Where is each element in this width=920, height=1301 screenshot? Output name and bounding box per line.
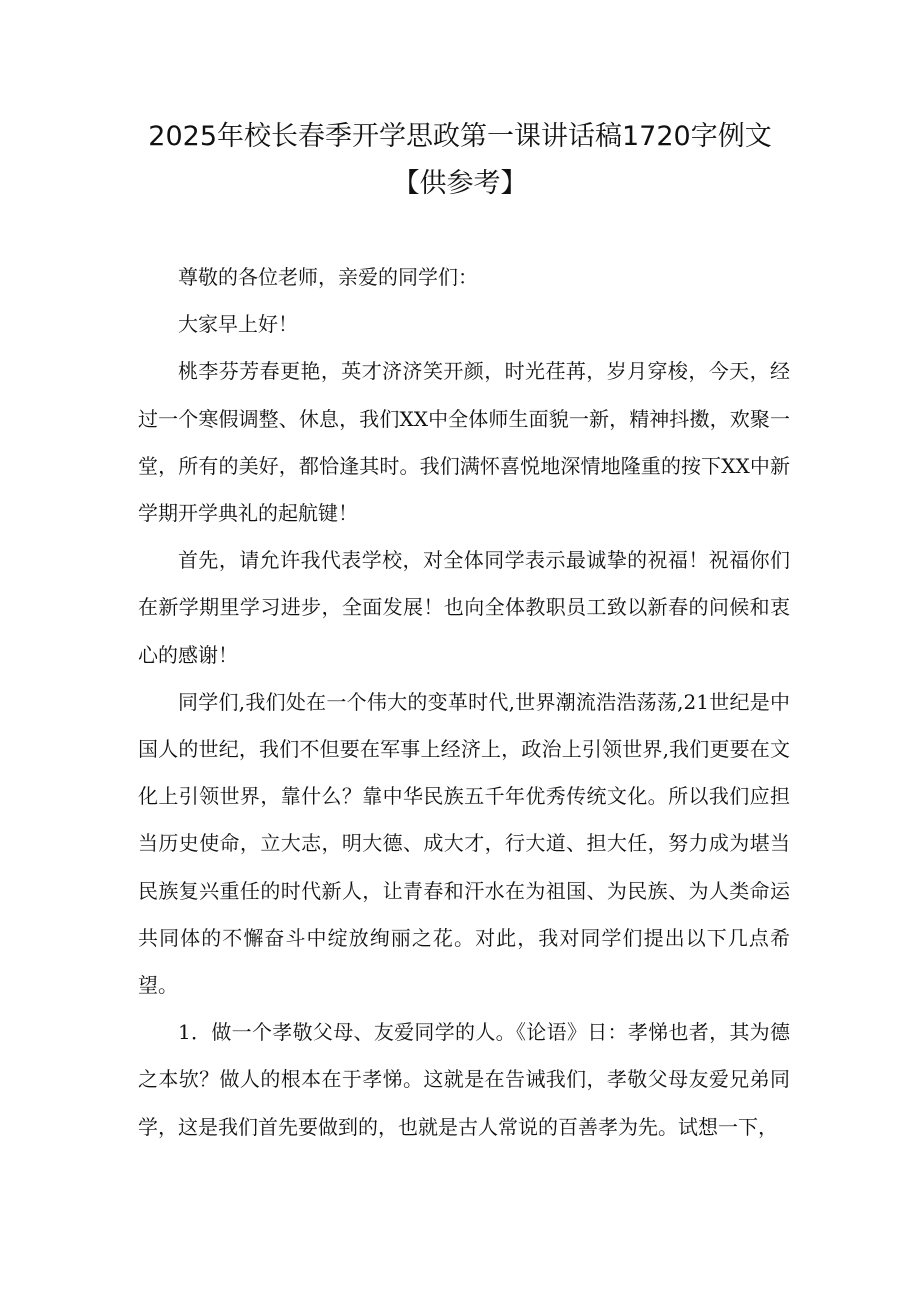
document-body <box>138 254 790 1151</box>
morning-greeting-paragraph: 大家早上好！ <box>178 312 298 337</box>
blessing-paragraph: 首先，请允许我代表学校，对全体同学表示最诚挚的祝福！祝福你们在新学期里学习进步，全面发展！也向全体教职员工致以新春的问候和衷心的感谢！ <box>138 548 790 667</box>
opening-paragraph: 桃李芬芳春更艳，英才济济笑开颜，时光荏苒，岁月穿梭，今天，经过一个寒假调整、休息，我们XX中全体师生面貌一新，精神抖擞，欢聚一堂，所有的美好，都恰逢其时。我们满怀喜悦地深情地隆重的按下XX中新学期开学典礼的起航键！ <box>138 359 790 526</box>
document-title-line-2: 【供参考】 <box>392 168 528 199</box>
era-paragraph: 同学们,我们处在一个伟大的变革时代,世界潮流浩浩荡荡,21世纪是中国人的世纪，我们不但要在军事上经济上，政治上引领世界,我们更要在文化上引领世界，靠什么？靠中华民族五千年优秀传统文化。所以我们应担当历史使命，立大志，明大德、成大才，行大道、担大任，努力成为堪当民族复兴重任的时代新人，让青春和汗水在为祖国、为民族、为人类命运共同体的不懈奋斗中绽放绚丽之花。对此，我对同学们提出以下几点希望。 <box>138 689 790 998</box>
greeting-paragraph: 尊敬的各位老师，亲爱的同学们： <box>178 265 478 289</box>
document-title-line-1: 2025年校长春季开学思政第一课讲话稿1720字例文 <box>148 121 772 152</box>
hope-1-paragraph: 1．做一个孝敬父母、友爱同学的人。《论语》日：孝悌也者，其为德之本欤？做人的根本在于孝悌。这就是在告诫我们，孝敬父母友爱兄弟同学，这是我们首先要做到的，也就是古人常说的百善孝为先。试想一下， <box>138 1020 790 1139</box>
